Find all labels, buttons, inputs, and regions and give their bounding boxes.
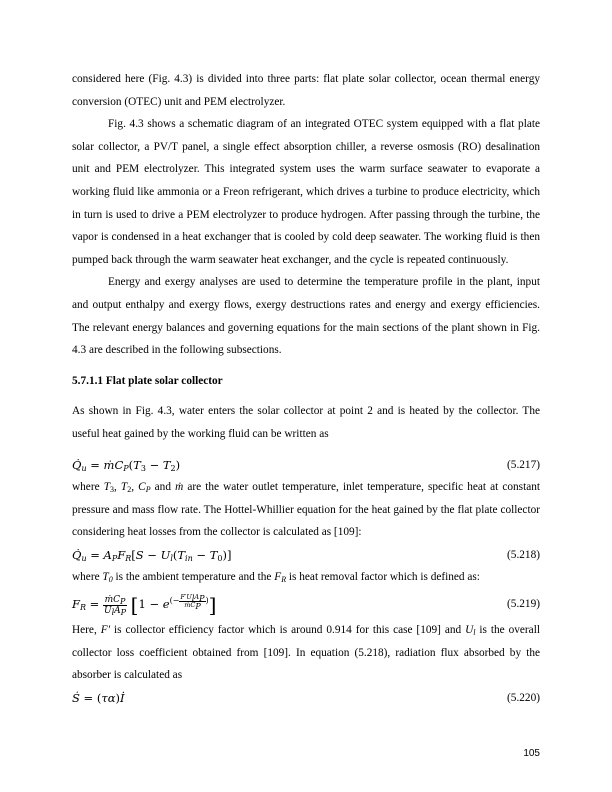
equation-5-218 <box>72 544 540 567</box>
paragraph-7-text-b: is the overall collector loss coefficient obtained from [109]. In equation (5.218), radiation flux absorbed by the absorber is calculated as <box>72 624 540 682</box>
paragraph-6: where $T_0$ is the ambient temperature and the $F_R$ is heat removal factor which is defined as: <box>72 571 480 585</box>
equation-number: (5.218) <box>507 548 540 561</box>
paragraph-7: Here, F′ is collector efficiency factor which is around 0.914 for this case [109] and $U_l$ is the overall collector loss coefficient obtained from [109]. In equation (5.218), radiation flux absorbed by the absorber is calculated as <box>72 624 540 682</box>
equation-5-218-formula: $Q̇_u = A_PF_R[S - U_l(T_{in} - T_0)]$ <box>72 547 232 563</box>
equation-5-219-formula: $F_R$ = $\frac{ṁC_P}{U_lA_P}$ $[1 - e^{(- \frac{F'U_lA_P}{ṁC_P} )}]$ <box>72 592 217 618</box>
equation-5-220-formula: Ṡ = (τα)İ <box>72 690 125 705</box>
equation-number: (5.219) <box>507 598 540 611</box>
paragraph-3: Energy and exergy analyses are used to determine the temperature profile in the plant, input and output enthalpy and exergy flows, exergy destructions rates and energy and exergy efficiencies. The relevant energy balances and governing equations for the main sections of the plant shown in Fig. 4.3 are described in the following subsections. <box>72 276 540 357</box>
paragraph-2: Fig. 4.3 shows a schematic diagram of an integrated OTEC system equipped with a flat plate solar collector, a PV/T panel, a single effect absorption chiller, a reverse osmosis (RO) desalination unit and PEM electrolyzer. This integrated system uses the warm surface seawater to evaporate a working fluid like ammonia or a Freon refrigerant, which drives a turbine to produce electricity, which in turn is used to drive a PEM electrolyzer to produce hydrogen. After passing through the turbine, the vapor is condensed in a heat exchanger that is cooled by cold deep seawater. The working fluid is then pumped back through the warm seawater heat exchanger, and the cycle is repeated continuously. <box>72 118 540 266</box>
equation-number: (5.220) <box>507 691 540 704</box>
equation-5-217 <box>72 454 540 477</box>
section-heading: 5.7.1.1 Flat plate solar collector <box>72 374 223 387</box>
paragraph-6-text: is heat removal factor which is defined as: <box>286 571 480 584</box>
paragraph-5: where $T_3$, $T_2$, $C_P$ and ṁ are the water outlet temperature, inlet temperature, specific heat at constant pressure and mass flow rate. The Hottel-Whillier equation for the heat gained by the flat plate collector considering heat losses from the collector is calculated as [109]: <box>72 481 541 539</box>
equation-number: (5.217) <box>507 458 540 471</box>
equation-5-220 <box>72 687 540 710</box>
equation-5-217-formula: $Q̇_u$ = $ṁC_P(T_3 - T_2)$ <box>72 457 181 473</box>
equation-5-219 <box>72 589 540 619</box>
paragraph-7-text-a: is collector efficiency factor which is around 0.914 for this case [109] and <box>110 624 466 637</box>
page-number: 105 <box>523 748 540 759</box>
page-body <box>72 68 540 709</box>
paragraph-1: considered here (Fig. 4.3) is divided into three parts: flat plate solar collector, ocean thermal energy conversion (OTEC) unit and PEM electrolyzer. <box>72 73 540 108</box>
paragraph-4: As shown in Fig. 4.3, water enters the solar collector at point 2 and is heated by the collector. The useful heat gained by the working fluid can be written as <box>72 405 540 440</box>
paragraph-5-text: are the water outlet temperature, inlet temperature, specific heat at constant pressure and mass flow rate. The Hottel-Whillier equation for the heat gained by the flat plate collector considering heat losses from the collector is calculated as [109]: <box>72 481 541 539</box>
